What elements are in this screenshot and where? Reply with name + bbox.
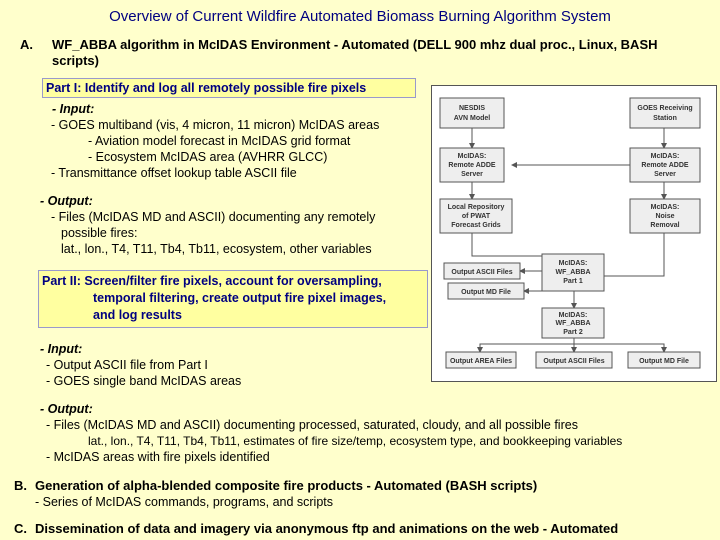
part1-output-label: - Output:	[40, 194, 93, 208]
part2-heading-2: temporal filtering, create output fire pixel images,	[93, 291, 387, 305]
node-pwat-l1: Local Repository	[447, 204, 505, 211]
node-adde-right-l1: McIDAS:	[650, 153, 680, 160]
node-goes-l2: Station	[653, 115, 677, 122]
node-out-md2-label: Output MD File	[639, 358, 689, 365]
part2-output-label: - Output:	[40, 402, 93, 416]
node-wfabba2-l2: WF_ABBA	[555, 320, 591, 327]
node-wfabba1-l2: WF_ABBA	[555, 269, 591, 276]
node-noise-l2: Noise	[655, 213, 675, 220]
part1-output-3: lat., lon., T4, T11, Tb4, Tb11, ecosystem, other variables	[61, 242, 372, 256]
part1-input-3: - Ecosystem McIDAS area (AVHRR GLCC)	[88, 150, 328, 164]
node-nesdis-l1: NESDIS	[458, 105, 486, 112]
node-output-ascii-label: Output ASCII Files	[451, 269, 513, 276]
section-b-line1: Generation of alpha-blended composite fire products - Automated (BASH scripts)	[35, 478, 538, 493]
node-nesdis	[440, 98, 504, 128]
part2-output-1: - Files (McIDAS MD and ASCII) documenting processed, saturated, cloudy, and all possible fires	[46, 418, 578, 432]
section-b-marker: B.	[14, 478, 27, 493]
node-out-ascii2-label: Output ASCII Files	[543, 358, 605, 365]
node-adde-left-l2: Remote ADDE	[448, 162, 496, 169]
node-nesdis-l2: AVN Model	[453, 115, 491, 122]
part2-output-3: - McIDAS areas with fire pixels identified	[46, 450, 270, 464]
section-b-line2: - Series of McIDAS commands, programs, and scripts	[35, 495, 334, 509]
node-wfabba1-l3: Part 1	[563, 278, 583, 285]
node-adde-left-l3: Server	[461, 171, 483, 178]
node-output-ascii	[444, 263, 520, 279]
node-wfabba1-l1: McIDAS:	[558, 260, 588, 267]
part1-output-1: - Files (McIDAS MD and ASCII) documenting any remotely	[51, 210, 376, 224]
node-output-area-files	[446, 352, 516, 368]
part1-input-2: - Aviation model forecast in McIDAS grid format	[88, 134, 351, 148]
node-adde-right-l3: Server	[654, 171, 676, 178]
node-output-md	[448, 283, 524, 299]
node-out-area-label: Output AREA Files	[449, 358, 513, 365]
flow-diagram	[431, 85, 717, 382]
node-pwat-l3: Forecast Grids	[451, 222, 501, 229]
flow-diagram-svg	[432, 86, 716, 381]
section-a-line2: scripts)	[52, 53, 99, 68]
section-c-marker: C.	[14, 521, 27, 536]
node-output-md-label: Output MD File	[461, 289, 511, 296]
section-a-marker: A.	[20, 37, 33, 52]
node-remote-adde-right	[630, 148, 700, 182]
part2-input-2: - GOES single band McIDAS areas	[46, 374, 242, 388]
node-goes-l1: GOES Receiving	[637, 105, 693, 112]
node-wfabba-part2	[542, 308, 604, 338]
node-output-ascii-files-2	[536, 352, 612, 368]
section-a-line1: WF_ABBA algorithm in McIDAS Environment - Automated (DELL 900 mhz dual proc., Linux, BASH	[52, 37, 658, 52]
node-goes-station	[630, 98, 700, 128]
part1-heading: Part I: Identify and log all remotely possible fire pixels	[42, 78, 416, 98]
node-pwat	[440, 199, 512, 233]
part2-input-label: - Input:	[40, 342, 83, 356]
node-wfabba2-l1: McIDAS:	[558, 312, 588, 319]
part1-input-4: - Transmittance offset lookup table ASCII file	[51, 166, 297, 180]
node-noise-l1: McIDAS:	[650, 204, 680, 211]
part2-heading-box	[38, 270, 428, 328]
node-noise-l3: Removal	[650, 222, 680, 229]
part1-output-2: possible fires:	[61, 226, 138, 240]
node-adde-right-l2: Remote ADDE	[641, 162, 689, 169]
part1-input-1: - GOES multiband (vis, 4 micron, 11 micron) McIDAS areas	[51, 118, 380, 132]
page-title: Overview of Current Wildfire Automated Biomass Burning Algorithm System	[109, 8, 611, 25]
section-c-line1: Dissemination of data and imagery via anonymous ftp and animations on the web - Automated	[35, 521, 619, 536]
node-adde-left-l1: McIDAS:	[457, 153, 487, 160]
node-pwat-l2: of PWAT	[461, 213, 491, 220]
part2-output-2: lat., lon., T4, T11, Tb4, Tb11, estimates of fire size/temp, ecosystem type, and bookkeeping variables	[88, 434, 623, 448]
node-wfabba-part1	[542, 254, 604, 291]
part2-input-1: - Output ASCII file from Part I	[46, 358, 208, 372]
part2-heading-1: Part II: Screen/filter fire pixels, account for oversampling,	[42, 274, 382, 288]
node-remote-adde-left	[440, 148, 504, 182]
part2-heading-3: and log results	[93, 308, 182, 322]
part1-input-label: - Input:	[52, 102, 95, 116]
node-wfabba2-l3: Part 2	[563, 329, 583, 336]
node-noise-removal	[630, 199, 700, 233]
node-output-md-file-2	[628, 352, 700, 368]
